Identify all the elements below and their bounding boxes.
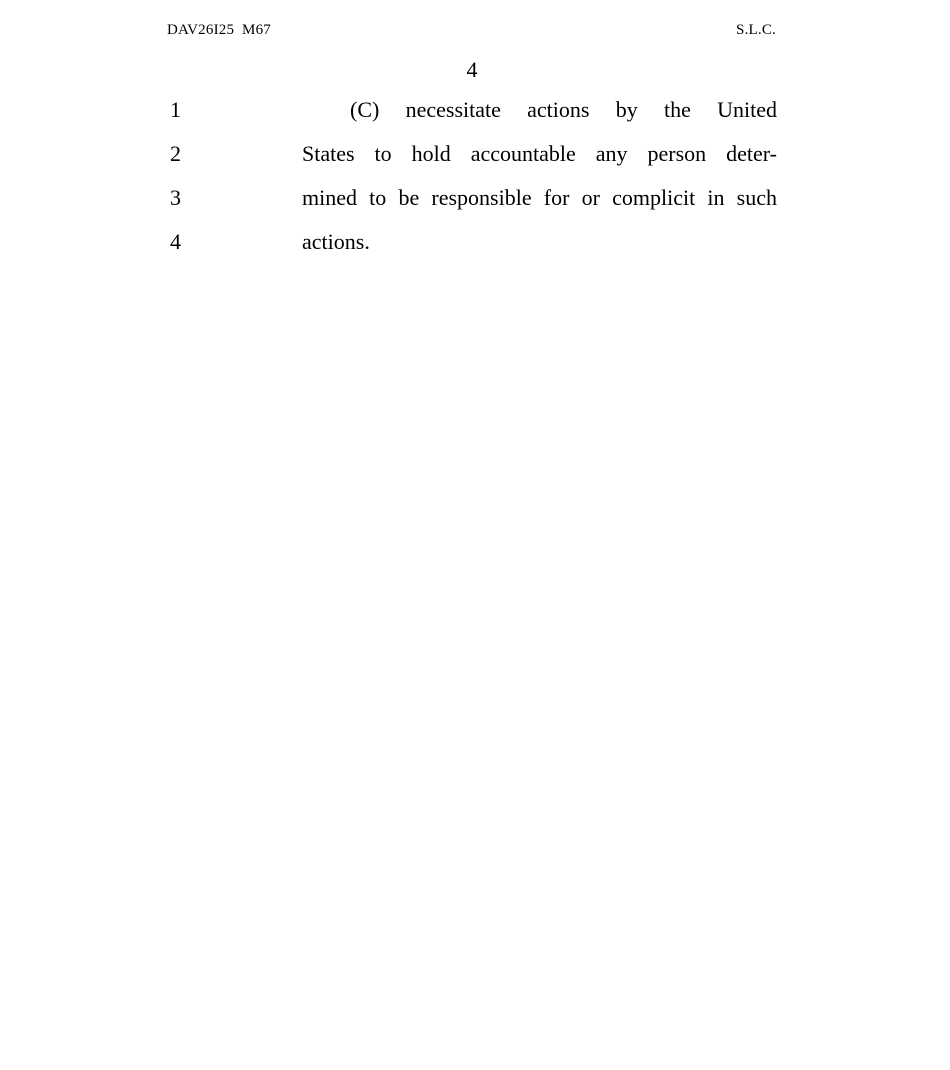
text-line-4 [0,228,950,272]
page-number: 4 [466,57,478,82]
line-number: 3 [170,185,181,210]
line-text: States to hold accountable any person deter- [302,141,777,166]
line-number: 4 [170,229,181,254]
line-text: mined to be responsible for or complicit in such [302,185,777,210]
office-code: S.L.C. [736,22,776,38]
line-text: actions. [302,229,370,254]
text-line-1 [0,96,950,140]
line-number: 1 [170,97,181,122]
text-line-2 [0,140,950,184]
text-line-3 [0,184,950,228]
line-number: 2 [170,141,181,166]
document-id: DAV26I25 M67 [167,22,271,38]
line-text: (C) necessitate actions by the United [350,97,777,122]
